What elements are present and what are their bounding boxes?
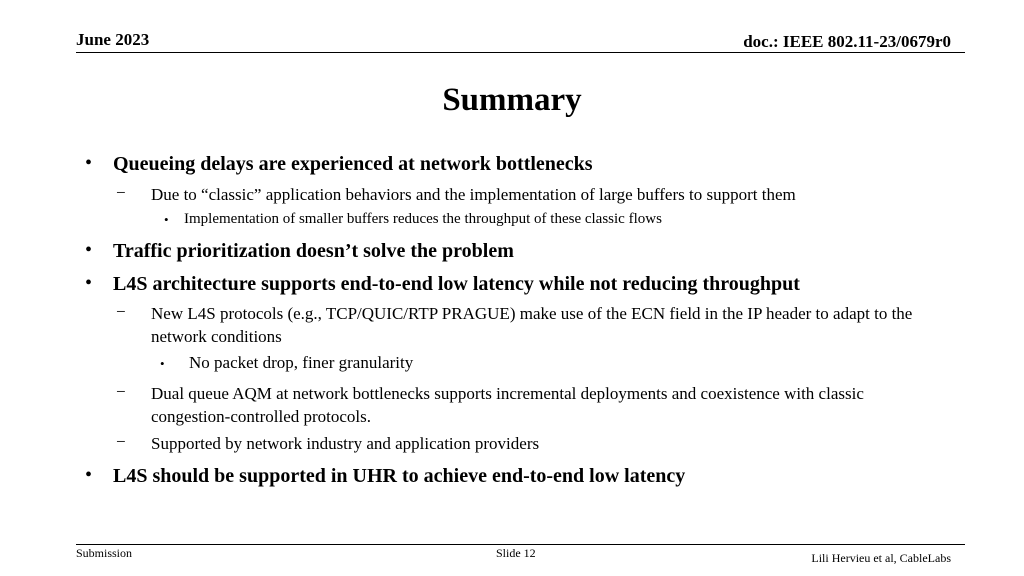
bullet-level2: Due to “classic” application behaviors and the implementation of large buffers to support them	[151, 185, 796, 204]
footer-submission: Submission	[76, 546, 133, 560]
footer-divider	[76, 544, 965, 545]
bullet-marker: •	[85, 272, 93, 294]
bullet-marker: •	[164, 212, 169, 227]
bullet-level1: Traffic prioritization doesn’t solve the problem	[113, 240, 514, 262]
header-date: June 2023	[76, 30, 150, 49]
bullet-level2: Supported by network industry and application providers	[151, 434, 540, 453]
dash-marker: −	[116, 382, 126, 401]
bullet-level1: L4S architecture supports end-to-end low latency while not reducing throughput	[113, 273, 800, 295]
bullet-marker: •	[85, 152, 93, 174]
header-divider	[76, 52, 965, 53]
bullet-level1: Queueing delays are experienced at network bottlenecks	[113, 153, 593, 175]
bullet-marker: •	[85, 239, 93, 261]
footer-slide-number: Slide 12	[496, 546, 536, 560]
dash-marker: −	[116, 183, 126, 202]
bullet-level3: No packet drop, finer granularity	[189, 353, 414, 372]
dash-marker: −	[116, 302, 126, 321]
bullet-level3: Implementation of smaller buffers reduces the throughput of these classic flows	[184, 211, 662, 227]
bullet-level2: New L4S protocols (e.g., TCP/QUIC/RTP PRAGUE) make use of the ECN field in the IP header to adapt to the network conditions	[151, 304, 913, 346]
bullet-level2: Dual queue AQM at network bottlenecks supports incremental deployments and coexistence with classic congestion-controlled protocols.	[151, 384, 864, 426]
bullet-marker: •	[160, 356, 165, 371]
bullet-level1: L4S should be supported in UHR to achieve end-to-end low latency	[113, 465, 686, 487]
header-doc-id: doc.: IEEE 802.11-23/0679r0	[743, 32, 951, 51]
bullet-marker: •	[85, 464, 93, 486]
dash-marker: −	[116, 432, 126, 451]
footer-author: Lili Hervieu et al, CableLabs	[811, 551, 951, 565]
slide-title: Summary	[442, 82, 582, 118]
